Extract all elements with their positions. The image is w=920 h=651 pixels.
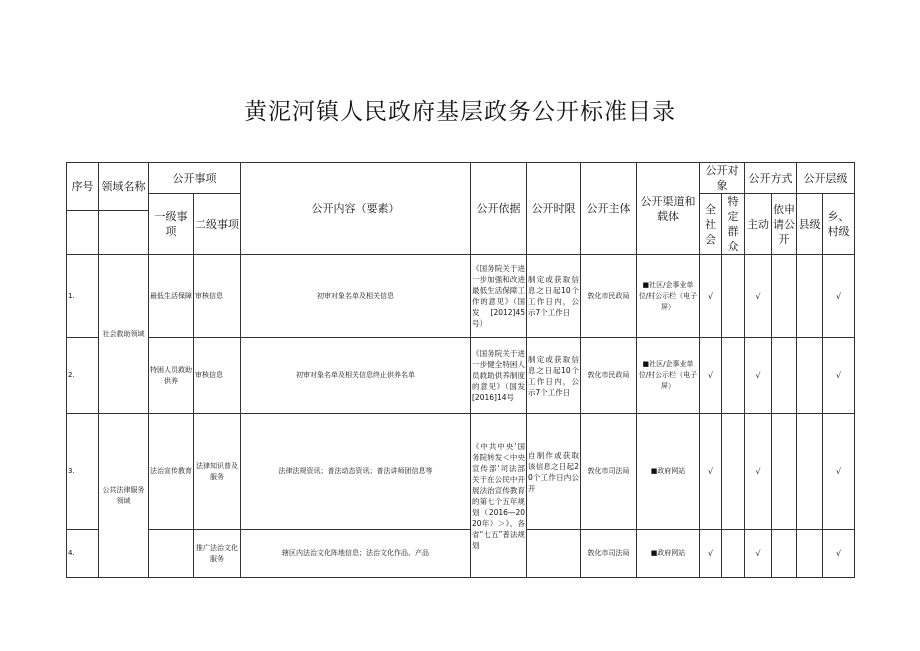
- header-channel: 公开渠道和载体: [637, 163, 700, 255]
- row-content: 法律法规资讯；普法动态资讯；普法讲师团信息等: [241, 414, 471, 530]
- header-county: 县级: [797, 194, 823, 255]
- row-apply: [772, 338, 797, 414]
- row-level1: 最低生活保障: [149, 255, 194, 338]
- header-seq-cont: [67, 211, 99, 255]
- row-society: √: [700, 530, 722, 578]
- table-row: [67, 338, 855, 414]
- row-content: 初审对象名单及相关信息终止供养名单: [241, 338, 471, 414]
- row-level2: 审核信息: [194, 255, 241, 338]
- row-level2: 推广法治文化服务: [194, 530, 241, 578]
- row-level1: 特困人员救助供养: [149, 338, 194, 414]
- directory-table: [66, 162, 855, 578]
- row-village: √: [823, 338, 855, 414]
- header-content: 公开内容（要素）: [241, 163, 471, 255]
- row-basis: 《国务院关于进一步健全特困人员救助供养制度的意见》（国发[2016]14号: [471, 338, 527, 414]
- row-specific: [722, 530, 745, 578]
- header-society: 全社会: [700, 194, 722, 255]
- header-level2: 二级事项: [194, 194, 241, 255]
- row-seq: 4.: [67, 530, 99, 578]
- row-active: √: [745, 530, 772, 578]
- row-level1: [149, 530, 194, 578]
- row-apply: [772, 530, 797, 578]
- row-apply: [772, 414, 797, 530]
- row-channel: ■社区/企事业单位/村公示栏（电子屏）: [637, 338, 700, 414]
- row-deadline: [527, 530, 581, 578]
- row-deadline: 自制作或获取该信息之日起20个工作日内公开: [527, 414, 581, 530]
- header-subject: 公开主体: [581, 163, 637, 255]
- row-county: [797, 338, 823, 414]
- table-row: [67, 530, 855, 578]
- row-active: √: [745, 414, 772, 530]
- row-deadline: 制定或获取信息之日起10个工作日内，公示7个工作日: [527, 338, 581, 414]
- table-row: [67, 414, 855, 530]
- row-channel: ■政府网站: [637, 530, 700, 578]
- row-county: [797, 414, 823, 530]
- row-village: √: [823, 414, 855, 530]
- row-deadline: 制定或获取信息之日起10个工作日内，公示7个工作日: [527, 255, 581, 338]
- header-method-group: 公开方式: [745, 163, 797, 194]
- header-domain: 领域名称: [99, 163, 149, 211]
- header-seq: 序号: [67, 163, 99, 211]
- header-object-group: 公开对象: [700, 163, 745, 194]
- row-county: [797, 255, 823, 338]
- header-basis: 公开依据: [471, 163, 527, 255]
- row-society: √: [700, 338, 722, 414]
- row-subject: 敦化市司法局: [581, 414, 637, 530]
- row-county: [797, 530, 823, 578]
- row-content: 初审对象名单及相关信息: [241, 255, 471, 338]
- row-domain: 公共法律服务领域: [99, 414, 149, 578]
- row-seq: 3.: [67, 414, 99, 530]
- row-domain: 社会救助领域: [99, 255, 149, 414]
- row-channel: ■政府网站: [637, 414, 700, 530]
- row-subject: 敦化市民政局: [581, 255, 637, 338]
- header-domain-cont: [99, 211, 149, 255]
- row-subject: 敦化市司法局: [581, 530, 637, 578]
- header-items-group: 公开事项: [149, 163, 241, 194]
- row-specific: [722, 255, 745, 338]
- header-deadline: 公开时限: [527, 163, 581, 255]
- row-society: √: [700, 255, 722, 338]
- row-specific: [722, 338, 745, 414]
- header-level1: 一级事项: [149, 194, 194, 255]
- header-specific: 特定群众: [722, 194, 745, 255]
- header-level-group: 公开层级: [797, 163, 855, 194]
- row-village: √: [823, 255, 855, 338]
- row-seq: 2.: [67, 338, 99, 414]
- row-channel: ■社区/企事业单位/村公示栏（电子屏）: [637, 255, 700, 338]
- header-active: 主动: [745, 194, 772, 255]
- row-basis: 《国务院关于进一步加强和改进最低生活保障工作的意见》（国发[2012]45号）: [471, 255, 527, 338]
- page-title: 黄泥河镇人民政府基层政务公开标准目录: [244, 99, 676, 125]
- header-village: 乡、村级: [823, 194, 855, 255]
- row-active: √: [745, 338, 772, 414]
- row-content: 辖区内法治文化阵地信息；法治文化作品、产品: [241, 530, 471, 578]
- row-active: √: [745, 255, 772, 338]
- row-basis: 《中共中央’国务院转发＜中央宣传部’司法部关于在公民中开展法治宣传教育的第七个五年规划（2016—2020年）＞》、各省“七五”普法规划: [471, 414, 527, 578]
- row-subject: 敦化市民政局: [581, 338, 637, 414]
- row-village: √: [823, 530, 855, 578]
- table-row: [67, 255, 855, 338]
- row-society: √: [700, 414, 722, 530]
- row-level2: 审核信息: [194, 338, 241, 414]
- row-level1: 法治宣传教育: [149, 414, 194, 530]
- header-apply: 依申请公开: [772, 194, 797, 255]
- row-level2: 法律知识普及服务: [194, 414, 241, 530]
- row-seq: 1.: [67, 255, 99, 338]
- row-specific: [722, 414, 745, 530]
- row-apply: [772, 255, 797, 338]
